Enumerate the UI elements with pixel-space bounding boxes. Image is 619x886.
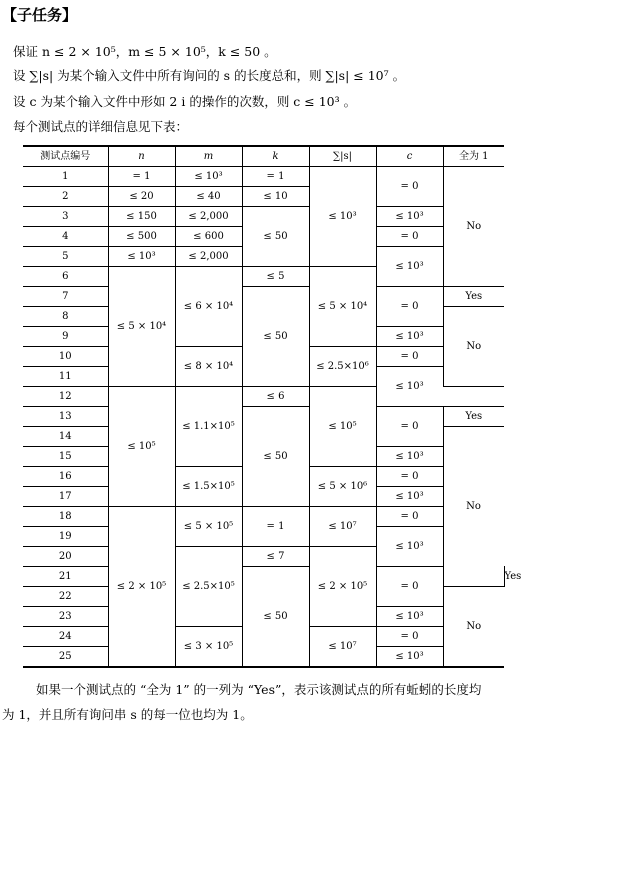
sum-s-cell: ≤ 5 × 10⁶ xyxy=(309,467,376,507)
test-id: 9 xyxy=(23,327,108,347)
sum-s-cell: ≤ 10⁷ xyxy=(309,627,376,668)
c-cell: ≤ 10³ xyxy=(376,447,443,467)
m-cell: ≤ 6 × 10⁴ xyxy=(175,267,242,347)
header-c: c xyxy=(376,146,443,167)
subtask-table xyxy=(23,145,522,668)
all-one-cell: No xyxy=(443,307,504,387)
test-id: 17 xyxy=(23,487,108,507)
test-id: 25 xyxy=(23,647,108,668)
c-cell: = 0 xyxy=(376,287,443,327)
constraint-line-1: 保证 n ≤ 2 × 10⁵，m ≤ 5 × 10⁵，k ≤ 50 。 xyxy=(13,44,277,59)
k-cell: ≤ 7 xyxy=(242,547,309,567)
sum-s-cell: ≤ 2 × 10⁵ xyxy=(309,547,376,627)
k-cell: ≤ 6 xyxy=(242,387,309,407)
table-row xyxy=(23,207,504,227)
n-cell: ≤ 150 xyxy=(108,207,175,227)
n-cell: = 1 xyxy=(108,167,175,187)
k-cell: ≤ 50 xyxy=(242,567,309,668)
c-cell: = 0 xyxy=(376,507,443,527)
m-cell: ≤ 600 xyxy=(175,227,242,247)
c-cell: ≤ 10³ xyxy=(376,367,443,407)
all-one-cell: No xyxy=(443,427,504,587)
constraint-line-2: 设 ∑|s| 为某个输入文件中所有询问的 s 的长度总和，则 ∑|s| ≤ 10⁷ 。 xyxy=(13,68,406,83)
table-row xyxy=(23,507,504,527)
m-cell: ≤ 1.5×10⁵ xyxy=(175,467,242,507)
section-heading: 【子任务】 xyxy=(2,6,78,24)
c-cell: ≤ 10³ xyxy=(376,527,443,567)
all-one-cell: No xyxy=(443,167,504,287)
m-cell: ≤ 10³ xyxy=(175,167,242,187)
test-id: 15 xyxy=(23,447,108,467)
constraint-line-4: 每个测试点的详细信息见下表： xyxy=(13,119,189,134)
test-id: 1 xyxy=(23,167,108,187)
test-id: 6 xyxy=(23,267,108,287)
m-cell: ≤ 2.5×10⁵ xyxy=(175,547,242,627)
c-cell: ≤ 10³ xyxy=(376,647,443,668)
n-cell: ≤ 10³ xyxy=(108,247,175,267)
test-id: 11 xyxy=(23,367,108,387)
c-cell: ≤ 10³ xyxy=(376,327,443,347)
test-id: 23 xyxy=(23,607,108,627)
n-cell: ≤ 2 × 10⁵ xyxy=(108,507,175,668)
test-id: 12 xyxy=(23,387,108,407)
test-id: 2 xyxy=(23,187,108,207)
test-id: 19 xyxy=(23,527,108,547)
sum-s-cell: ≤ 10⁵ xyxy=(309,387,376,467)
k-cell: = 1 xyxy=(242,507,309,547)
test-id: 5 xyxy=(23,247,108,267)
c-cell: = 0 xyxy=(376,567,443,607)
header-n: n xyxy=(108,146,175,167)
n-cell: ≤ 500 xyxy=(108,227,175,247)
n-cell: ≤ 10⁵ xyxy=(108,387,175,507)
n-cell: ≤ 20 xyxy=(108,187,175,207)
c-cell: = 0 xyxy=(376,407,443,447)
table-row xyxy=(23,407,504,427)
k-cell: ≤ 10 xyxy=(242,187,309,207)
n-cell: ≤ 5 × 10⁴ xyxy=(108,267,175,387)
test-id: 4 xyxy=(23,227,108,247)
m-cell: ≤ 40 xyxy=(175,187,242,207)
c-cell: = 0 xyxy=(376,227,443,247)
test-id: 20 xyxy=(23,547,108,567)
m-cell: ≤ 1.1×10⁵ xyxy=(175,387,242,467)
test-id: 21 xyxy=(23,567,108,587)
table-row xyxy=(23,167,504,187)
m-cell: ≤ 2,000 xyxy=(175,207,242,227)
test-id: 7 xyxy=(23,287,108,307)
k-cell: ≤ 5 xyxy=(242,267,309,287)
test-id: 18 xyxy=(23,507,108,527)
footnote-line-1: 如果一个测试点的 “全为 1” 的一列为 “Yes”，表示该测试点的所有蚯蚓的长度均 xyxy=(36,682,482,697)
sum-s-cell: ≤ 10³ xyxy=(309,167,376,267)
all-one-cell: Yes xyxy=(443,287,504,307)
m-cell: ≤ 5 × 10⁵ xyxy=(175,507,242,547)
test-id: 22 xyxy=(23,587,108,607)
test-id: 13 xyxy=(23,407,108,427)
all-one-cell: No xyxy=(443,587,504,668)
test-id: 24 xyxy=(23,627,108,647)
test-id: 8 xyxy=(23,307,108,327)
header-k: k xyxy=(242,146,309,167)
k-cell: ≤ 50 xyxy=(242,287,309,387)
header-sum-s: ∑|s| xyxy=(309,146,376,167)
m-cell: ≤ 8 × 10⁴ xyxy=(175,347,242,387)
test-id: 16 xyxy=(23,467,108,487)
c-cell: ≤ 10³ xyxy=(376,607,443,627)
m-cell: ≤ 2,000 xyxy=(175,247,242,267)
header-id: 测试点编号 xyxy=(23,146,108,167)
header-m: m xyxy=(175,146,242,167)
sum-s-cell: ≤ 2.5×10⁶ xyxy=(309,347,376,387)
table-header-row xyxy=(23,146,504,167)
c-cell: ≤ 10³ xyxy=(376,207,443,227)
k-cell: = 1 xyxy=(242,167,309,187)
c-cell: = 0 xyxy=(376,627,443,647)
c-cell: = 0 xyxy=(376,347,443,367)
test-id: 10 xyxy=(23,347,108,367)
sum-s-cell: ≤ 5 × 10⁴ xyxy=(309,267,376,347)
header-all-one: 全为 1 xyxy=(443,146,504,167)
c-cell: ≤ 10³ xyxy=(376,247,443,287)
m-cell: ≤ 3 × 10⁵ xyxy=(175,627,242,668)
table-row xyxy=(23,287,504,307)
k-cell: ≤ 50 xyxy=(242,407,309,507)
test-id: 3 xyxy=(23,207,108,227)
subtask-table-wrapper xyxy=(23,145,522,668)
test-id: 14 xyxy=(23,427,108,447)
all-one-cell: Yes xyxy=(443,407,504,427)
c-cell: = 0 xyxy=(376,467,443,487)
c-cell: = 0 xyxy=(376,167,443,207)
sum-s-cell: ≤ 10⁷ xyxy=(309,507,376,547)
table-row: 21 ≤ 50 = 0 Yes xyxy=(23,567,504,587)
k-cell: ≤ 50 xyxy=(242,207,309,267)
c-cell: ≤ 10³ xyxy=(376,487,443,507)
constraint-line-3: 设 c 为某个输入文件中形如 2 i 的操作的次数，则 c ≤ 10³ 。 xyxy=(13,94,357,109)
footnote-line-2: 为 1，并且所有询问串 s 的每一位也均为 1。 xyxy=(2,707,253,722)
